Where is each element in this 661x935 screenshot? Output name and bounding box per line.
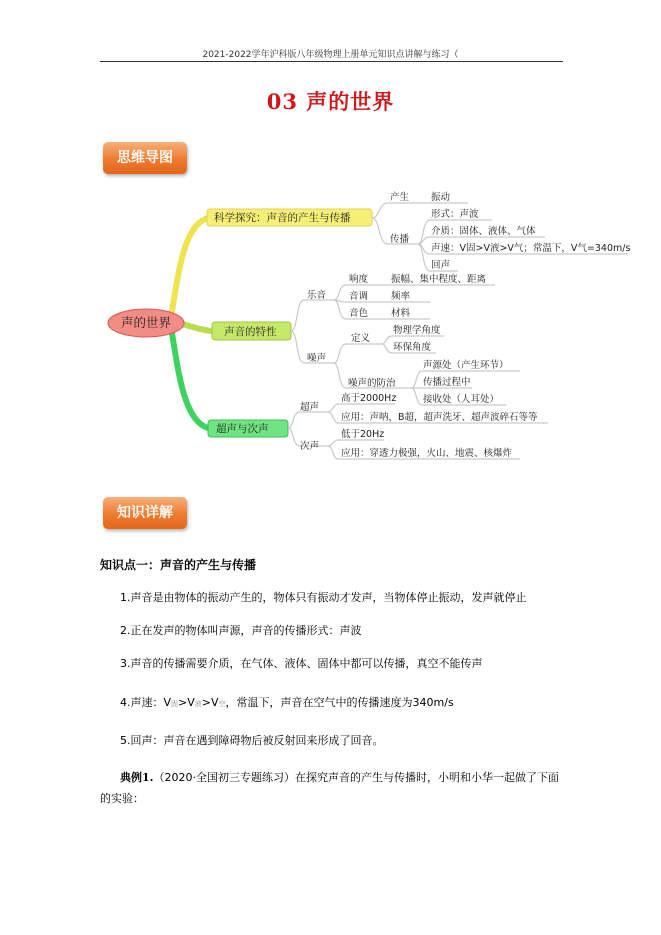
control-item-3: 接收处（人耳处） [423,394,500,405]
example-text: （2020·全国初三专题练习）在探究声音的产生与传播时，小明和小华一起做了下面的实验： [100,771,559,805]
section-heading: 知识点一：声音的产生与传播 [100,558,257,572]
title-text: 声的世界 [306,89,395,114]
subscript-solid: 固 [171,700,179,708]
point-2: 2.正在发声的物体叫声源，声音的传播形式：声波 [120,624,362,637]
timbre-value: 材料 [391,308,411,319]
definition-item-1: 物理学角度 [393,325,441,336]
page-header: 2021-2022学年沪科版八年级物理上册单元知识点讲解与练习（ [202,50,459,60]
branch-1-label: 科学探究：声音的产生与传播 [214,212,351,224]
root-label: 声的世界 [120,315,172,330]
infrasound-item-1: 低于20Hz [341,429,385,440]
knowledge-badge: 知识详解 [103,497,187,529]
mindmap-badge: 思维导图 [103,142,187,174]
pitch-value: 频率 [391,291,411,302]
produce-item: 振动 [431,192,451,203]
loudness-value: 振幅、集中程度、距离 [391,274,487,285]
propagate-item-2: 介质：固体、液体、气体 [431,226,536,237]
propagate-label: 传播 [390,234,410,245]
propagate-item-4: 回声 [431,260,451,271]
branch-3-label: 超声与次声 [216,423,269,435]
branch-3-curve [170,322,208,428]
branch-1-curve [170,218,208,322]
music-label: 乐音 [307,290,327,301]
point-4 [120,694,454,710]
infrasound-item-2: 应用：穿透力极强，火山、地震、核爆炸 [341,448,513,459]
point-1: 1.声音是由物体的振动产生的，物体只有振动才发声，当物体停止振动，发声就停止 [120,591,527,604]
produce-label: 产生 [390,192,410,203]
propagate-item-1: 形式：声波 [431,209,479,220]
branch-2-label: 声音的特性 [224,326,277,338]
point-4-prefix: 4.声速：V [120,696,172,709]
timbre-key: 音色 [349,308,369,319]
ultrasound-item-1: 高于2000Hz [341,393,397,404]
noise-label: 噪声 [307,353,327,364]
control-label: 噪声的防治 [348,378,396,389]
point-5: 5.回声：声音在遇到障碍物后被反射回来形成了回音。 [120,734,384,747]
control-item-1: 声源处（产生环节） [423,360,509,371]
pitch-key: 音调 [349,291,369,302]
example-paragraph [100,767,562,809]
subscript-liquid: 液 [194,700,202,708]
loudness-key: 响度 [349,274,369,285]
ultrasound-label: 超声 [300,402,320,413]
control-item-2: 传播过程中 [423,377,471,388]
definition-label: 定义 [351,333,371,344]
point-3: 3.声音的传播需要介质，在气体、液体、固体中都可以传播，真空不能传声 [120,657,483,670]
title-number: 03 [266,89,298,114]
infrasound-label: 次声 [300,441,320,452]
greater-than-2: >V [201,696,219,709]
example-label: 典例1. [120,771,154,784]
propagate-item-3: 声速：V固>V液>V气；常温下，V气=340m/s [431,243,631,254]
greater-than-1: >V [178,696,195,709]
definition-item-2: 环保角度 [393,342,432,353]
subscript-air: 空 [218,700,226,708]
point-4-suffix: ，常温下，声音在空气中的传播速度为340m/s [225,696,454,709]
ultrasound-item-2: 应用：声呐，B超，超声洗牙、超声波碎石等等 [341,412,538,423]
